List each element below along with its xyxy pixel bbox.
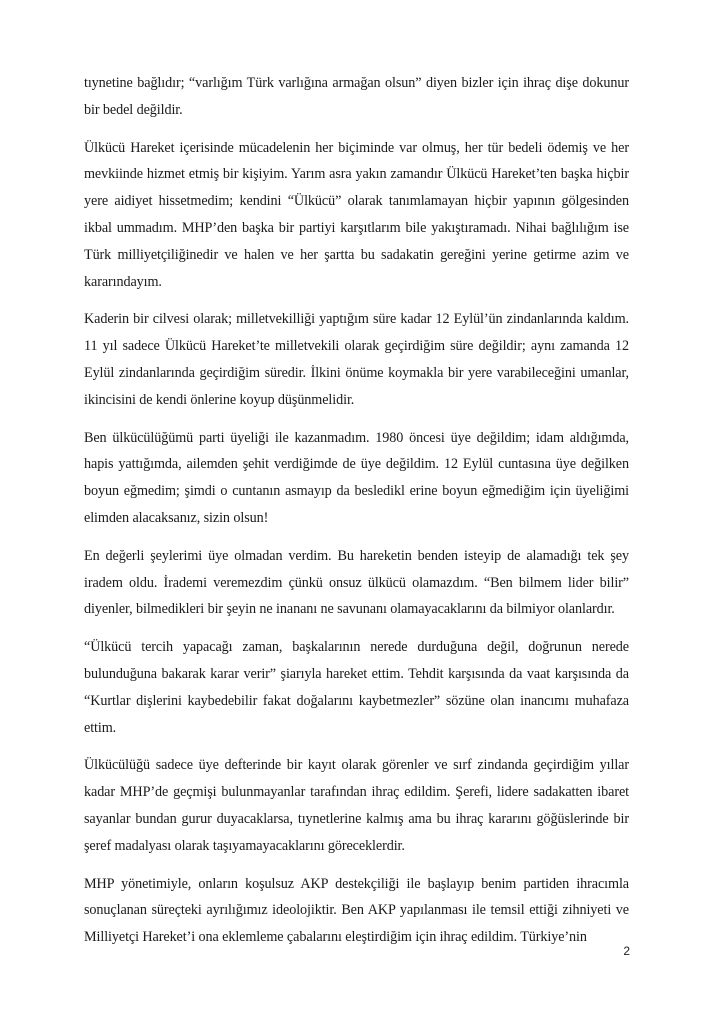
paragraph-7: Ülkücülüğü sadece üye defterinde bir kayıt olarak görenler ve sırf zindanda geçirdiğim yıllar kadar MHP’de geçmişi bulunmayanlar tarafından ihraç edildim. Şerefi, lidere sadakatten ibaret sayanlar bundan gurur duyacaklarsa, tıynetlerine kalmış ama bu ihraç kararını göğüslerinde bir şeref madalyası olarak taşıyamayacaklarını göreceklerdir. — [84, 757, 629, 854]
paragraph-2: Ülkücü Hareket içerisinde mücadelenin her biçiminde var olmuş, her tür bedeli ödemiş ve her mevkiinde hizmet etmiş bir kişiyim. Yarım asra yakın zamandır Ülkücü Hareket’ten başka hiçbir yere aidiyet hissetmedim; kendini “Ülkücü” olarak tanımlamayan hiçbir yapının gölgesinden ikbal ummadım. MHP’den başka bir partiyi karşıtlarım bile yakıştıramadı. Nihai bağlılığım ise Türk milliyetçiliğinedir ve halen ve her şartta bu sadakatin gereğini yerine getirme azim ve kararındayım. — [84, 139, 629, 290]
paragraph-8: MHP yönetimiyle, onların koşulsuz AKP destekçiliği ile başlayıp benim partiden ihracımla sonuçlanan süreçteki ayrılığımız ideolojiktir. Ben AKP yapılanması ile temsil ettiği zihniyeti ve Milliyetçi Hareket’i ona eklemleme çabalarını eleştirdiğim için ihraç edildim. Türkiye’nin — [84, 875, 629, 946]
page-number: 2 — [623, 944, 630, 958]
paragraph-1: tıynetine bağlıdır; “varlığım Türk varlığına armağan olsun” diyen bizler için ihraç dişe dokunur bir bedel değildir. — [84, 75, 629, 118]
paragraph-4: Ben ülkücülüğümü parti üyeliği ile kazanmadım. 1980 öncesi üye değildim; idam aldığımda, hapis yattığımda, ailemden şehit verdiğimde de üye değildim. 12 Eylül cuntasına üye değilken boyun eğmedim; şimdi o cuntanın asmayıp da besledikl erine boyun eğmediğim için üyeliğimi elimden alacaksanız, sizin olsun! — [84, 429, 629, 526]
paragraph-3: Kaderin bir cilvesi olarak; milletvekilliği yaptığım süre kadar 12 Eylül’ün zindanlarında kaldım. 11 yıl sadece Ülkücü Hareket’te milletvekili olarak geçirdiğim süre değildir; aynı zamanda 12 Eylül zindanlarında geçirdiğim süredir. İlkini önüme koymakla bir yere varabileceğini umanlar, ikincisini de kendi önlerine koyup düşünmelidir. — [84, 311, 629, 408]
paragraph-5: En değerli şeylerimi üye olmadan verdim. Bu hareketin benden isteyip de alamadığı tek şey iradem oldu. İrademi veremezdim çünkü onsuz ülkücü olamazdım. “Ben bilmem lider bilir” diyenler, bilmedikleri bir şeyin ne inananı ne savunanı olamayacaklarını da bilmiyor olanlardır. — [84, 547, 629, 618]
document-body — [84, 70, 629, 962]
paragraph-6: “Ülkücü tercih yapacağı zaman, başkalarının nerede durduğuna değil, doğrunun nerede bulunduğuna bakarak karar verir” şiarıyla hareket ettim. Tehdit karşısında da vaat karşısında da “Kurtlar dişlerini kaybedebilir fakat doğalarını kaybetmezler” sözüne olan inancımı muhafaza ettim. — [84, 639, 629, 736]
